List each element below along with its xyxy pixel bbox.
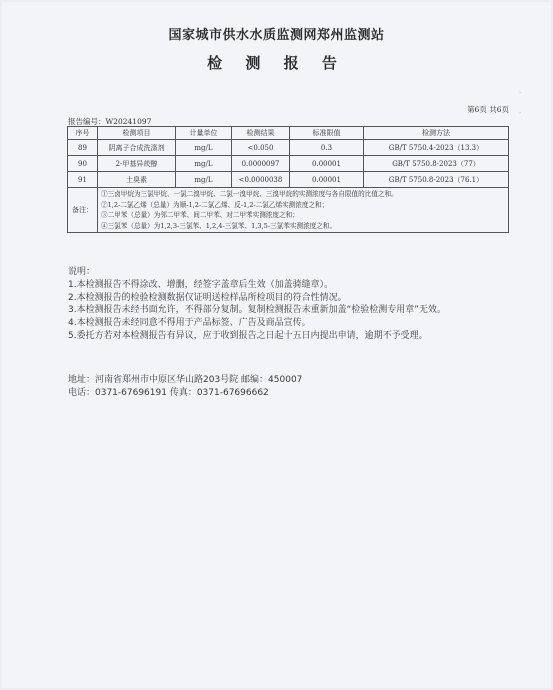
- table-cell: 0.0000097: [232, 156, 290, 172]
- table-cell: 2-甲基异莰醇: [98, 156, 176, 172]
- note-item: ①三卤甲烷为三氯甲烷、一氯二溴甲烷、二氯一溴甲烷、三溴甲烷的实测浓度与各自限值的比值之和。: [101, 190, 398, 198]
- statement-section: [68, 266, 508, 343]
- table-cell: 土臭素: [98, 172, 176, 188]
- edge-mark: ·: [519, 110, 521, 117]
- table-cell: GB/T 5750.8-2023（76.1）: [364, 172, 509, 188]
- results-table: [67, 126, 509, 233]
- statement-item: 2.本检测报告的检验检测数据仅证明送检样品所检项目的符合性情况。: [68, 292, 347, 303]
- statement-item: 3.本检测报告未经书面允许，不得部分复制。复制检测报告未重新加盖“检验检测专用章”无效。: [68, 305, 446, 316]
- table-cell: 0.00001: [290, 156, 364, 172]
- table-cell: 90: [68, 156, 98, 172]
- table-row: [68, 140, 509, 156]
- table-cell: GB/T 5750.8-2023（77）: [364, 156, 509, 172]
- notes-cell: [98, 188, 509, 233]
- table-row: [68, 156, 509, 172]
- table-cell: 89: [68, 140, 98, 156]
- address-line: 地址：河南省郑州市中原区华山路203号院 邮编：450007: [68, 375, 303, 385]
- edge-mark: ·: [519, 90, 521, 97]
- organization-title: 国家城市供水水质监测网郑州监测站: [168, 28, 385, 43]
- table-cell: 91: [68, 172, 98, 188]
- note-item: ②1,2-二氯乙烯（总量）为顺-1,2-二氯乙烯、反-1,2-二氯乙烯实测浓度之和；: [101, 200, 329, 209]
- column-header: 标准限值: [290, 127, 364, 140]
- statement-item: 5.委托方若对本检测报告有异议，应于收到报告之日起十五日内提出申请，逾期不予受理。: [68, 330, 428, 341]
- table-cell: mg/L: [176, 172, 232, 188]
- table-cell: 0.3: [290, 140, 364, 156]
- statement-item: 1.本检测报告不得涂改、增删，经签字盖章后生效（加盖骑缝章）。: [68, 279, 334, 290]
- report-title: 检 测 报 告: [207, 54, 346, 72]
- notes-row: [68, 188, 509, 233]
- table-header-row: [68, 127, 509, 140]
- report-number: 报告编号：W20241097: [68, 117, 152, 126]
- table-cell: <0.050: [232, 140, 290, 156]
- table-cell: 0.00001: [290, 172, 364, 188]
- phone-line: 电话：0371-67696191 传真：0371-67696662: [68, 388, 269, 398]
- column-header: 检测结果: [232, 127, 290, 140]
- statement-title: 说明：: [68, 267, 96, 277]
- note-item: ③二甲苯（总量）为邻二甲苯、间二甲苯、对二甲苯实测浓度之和；: [101, 211, 299, 219]
- table-row: [68, 172, 509, 188]
- table-cell: 阴离子合成洗涤剂: [98, 140, 176, 156]
- page-number: 第6页 共6页: [467, 105, 509, 114]
- table-cell: GB/T 5750.4-2023（13.3）: [364, 140, 509, 156]
- column-header: 检测项目: [98, 127, 176, 140]
- table-cell: <0.0000038: [232, 172, 290, 188]
- column-header: 序号: [68, 127, 98, 140]
- contact-section: [68, 374, 508, 400]
- table-cell: mg/L: [176, 156, 232, 172]
- column-header: 计量单位: [176, 127, 232, 140]
- column-header: 检测方法: [364, 127, 509, 140]
- table-cell: mg/L: [176, 140, 232, 156]
- note-item: ④三氯苯（总量）为1,2,3-三氯苯、1,2,4-三氯苯、1,3,5-三氯苯实测浓度之和。: [101, 221, 337, 230]
- notes-label: 备注：: [68, 188, 98, 233]
- statement-item: 4.本检测报告未经同意不得用于产品标签、广告及商品宣传。: [68, 318, 311, 329]
